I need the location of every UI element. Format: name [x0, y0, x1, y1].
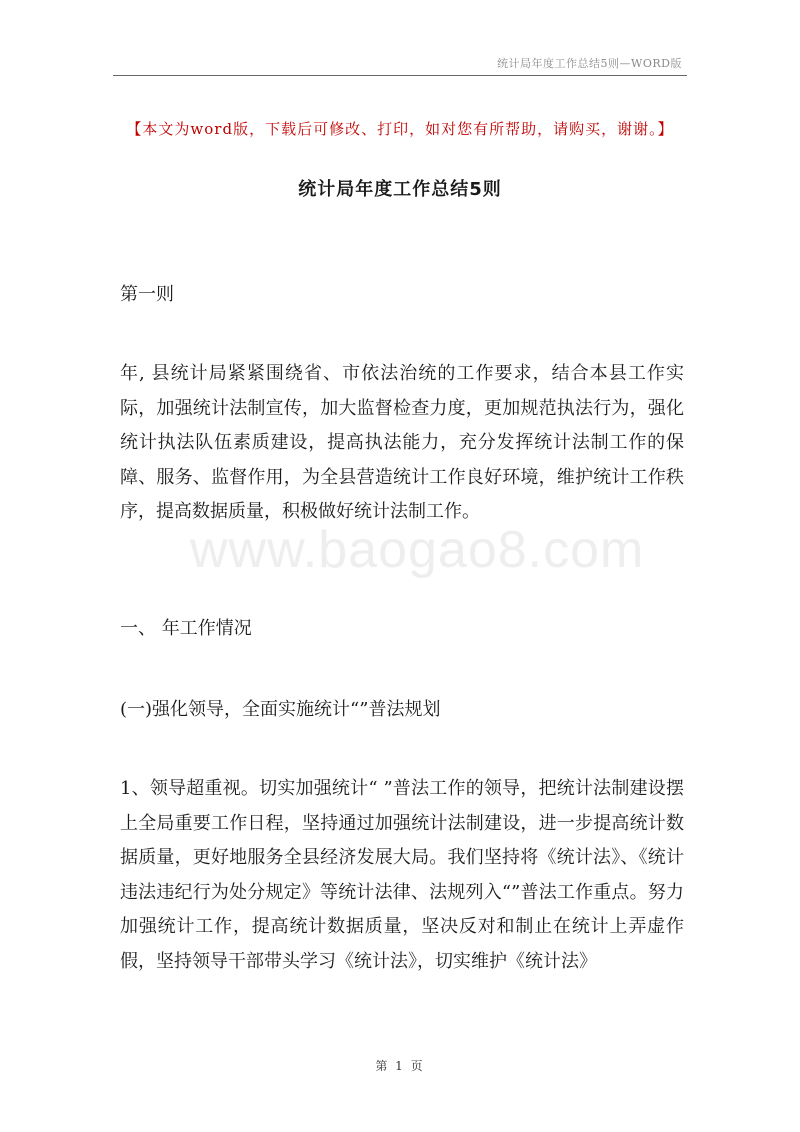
document-title: 统计局年度工作总结5则: [298, 179, 502, 200]
heading-strengthen-leadership: (一)强化领导，全面实施统计“”普法规划: [120, 699, 441, 720]
purchase-notice: 【本文为word版，下载后可修改、打印，如对您有所帮助，请购买，谢谢。】: [126, 120, 674, 138]
intro-paragraph: 年, 县统计局紧紧围绕省、市依法治统的工作要求，结合本县工作实际，加强统计法制宣传，加大监督检查力度，更加规范执法行为，强化统计执法队伍素质建设，提高执法能力，充分发挥统计法制工作的保障、服务、监督作用，为全县营造统计工作良好环境，维护统计工作秩序，提高数据质量，积极做好统计法制工作。: [120, 363, 684, 523]
page-number: 第 1 页: [375, 1059, 425, 1073]
heading-work-status: 一、 年工作情况: [120, 618, 252, 639]
section-label: 第一则: [120, 284, 174, 305]
page-header-text: 统计局年度工作总结5则—WORD版: [497, 57, 682, 70]
page-header-rule: [113, 75, 687, 76]
watermark: www.baogao8.com: [190, 521, 645, 579]
item-1-paragraph: 1、领导超重视。切实加强统计“ ”普法工作的领导，把统计法制建设摆上全局重要工作日程，坚持通过加强统计法制建设，进一步提高统计数据质量，更好地服务全县经济发展大局。我们坚持将《统计法》、《统计违法违纪行为处分规定》等统计法律、法规列入“”普法工作重点。努力加强统计工作，提高统计数据质量，坚决反对和制止在统计上弄虚作假，坚持领导干部带头学习《统计法》，切实维护《统计法》: [120, 778, 684, 972]
